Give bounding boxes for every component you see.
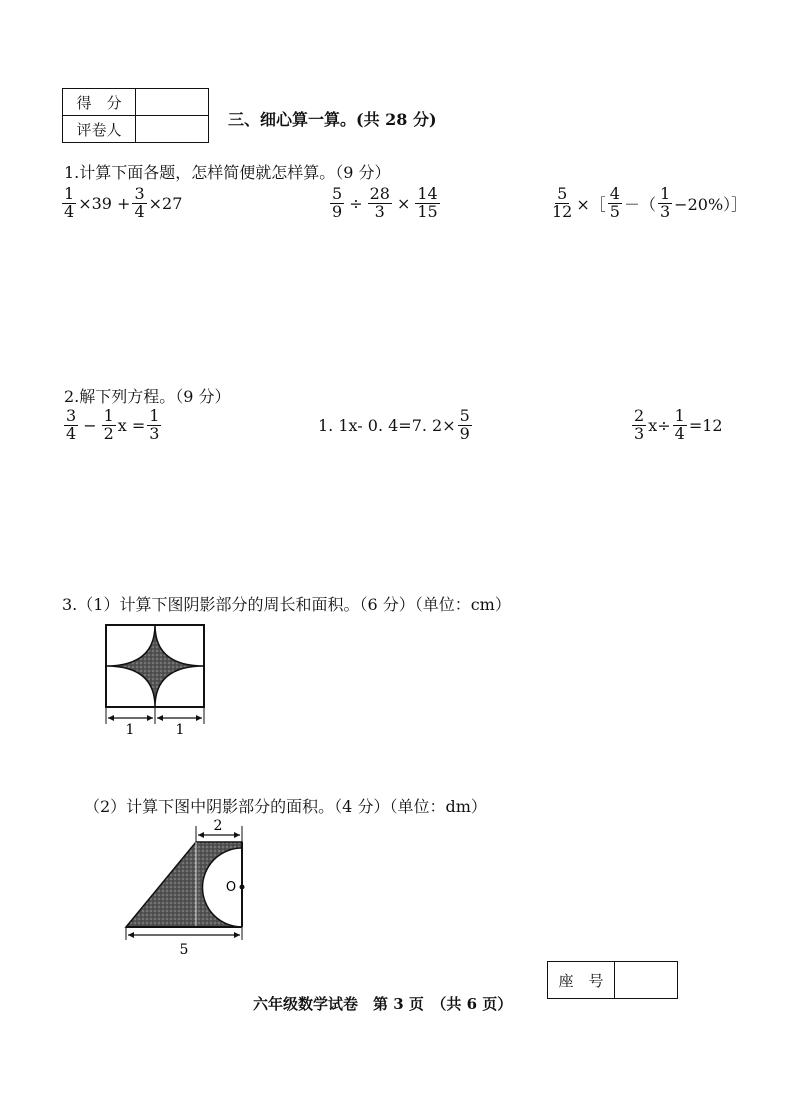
fraction: $\frac{4}{5}$ xyxy=(609,184,620,221)
shaded-region xyxy=(126,842,242,927)
center-point xyxy=(240,885,245,890)
fraction: $\frac{14}{15}$ xyxy=(417,184,438,221)
q2-expr-3: $\frac{2}{3}$ x÷ $\frac{1}{4}$ =12 xyxy=(634,406,723,443)
q1-title: 1.计算下面各题，怎样简便就怎样算。（9 分） xyxy=(64,163,391,182)
fraction: $\frac{1}{4}$ xyxy=(674,406,685,443)
q1-expr-1: $\frac{1}{4}$ ×39 + $\frac{3}{4}$ ×27 xyxy=(64,184,183,221)
q1-expr-3: $\frac{5}{12}$ ×［ $\frac{4}{5}$ －（ $\frac{1}{3}$ −20%）］ xyxy=(552,184,748,221)
seat-field[interactable] xyxy=(615,962,678,999)
fraction: $\frac{3}{4}$ xyxy=(134,184,145,221)
fraction: $\frac{1}{3}$ xyxy=(659,184,671,221)
q2-expr-2: 1. 1x- 0. 4=7. 2× $\frac{5}{9}$ xyxy=(318,406,470,443)
q1-expr-2: $\frac{5}{9}$ ÷ $\frac{28}{3}$ × $\frac{14}{15}$ xyxy=(332,184,438,221)
grader-label: 评卷人 xyxy=(63,116,136,143)
fraction: $\frac{5}{9}$ xyxy=(459,406,470,443)
fraction: $\frac{3}{4}$ xyxy=(66,406,77,443)
fraction: $\frac{1}{4}$ xyxy=(64,184,75,221)
fraction: $\frac{1}{3}$ xyxy=(149,406,160,443)
score-field[interactable] xyxy=(136,89,209,116)
figure-1 xyxy=(100,622,212,737)
score-box xyxy=(62,88,209,143)
fraction: $\frac{5}{12}$ xyxy=(552,184,573,221)
top-dim-label: 2 xyxy=(213,818,223,834)
dim-label-2: 1 xyxy=(175,722,185,737)
seat-box xyxy=(547,961,678,999)
fraction: $\frac{2}{3}$ xyxy=(634,406,645,443)
section-title: 三、细心算一算。(共 28 分) xyxy=(228,110,437,129)
fraction: $\frac{28}{3}$ xyxy=(369,184,390,221)
q2-title: 2.解下列方程。（9 分） xyxy=(64,387,231,406)
center-label: O xyxy=(225,880,237,895)
q3-title: 3.（1）计算下图阴影部分的周长和面积。（6 分）（单位：cm） xyxy=(62,595,511,614)
score-label: 得 分 xyxy=(63,89,136,116)
figure-2 xyxy=(118,818,258,960)
fraction: $\frac{1}{2}$ xyxy=(103,406,114,443)
bottom-dim-label: 5 xyxy=(179,942,189,958)
fraction: $\frac{5}{9}$ xyxy=(332,184,343,221)
q2-expr-1: $\frac{3}{4}$ − $\frac{1}{2}$ x = $\frac{1}{3}$ xyxy=(66,406,160,443)
grader-field[interactable] xyxy=(136,116,209,143)
dim-label-1: 1 xyxy=(125,722,135,737)
page-footer: 六年级数学试卷 第 3 页 （共 6 页） xyxy=(253,995,513,1013)
q3-sub2-title: （2）计算下图中阴影部分的面积。（4 分）（单位：dm） xyxy=(84,797,487,816)
seat-label: 座 号 xyxy=(548,962,615,999)
